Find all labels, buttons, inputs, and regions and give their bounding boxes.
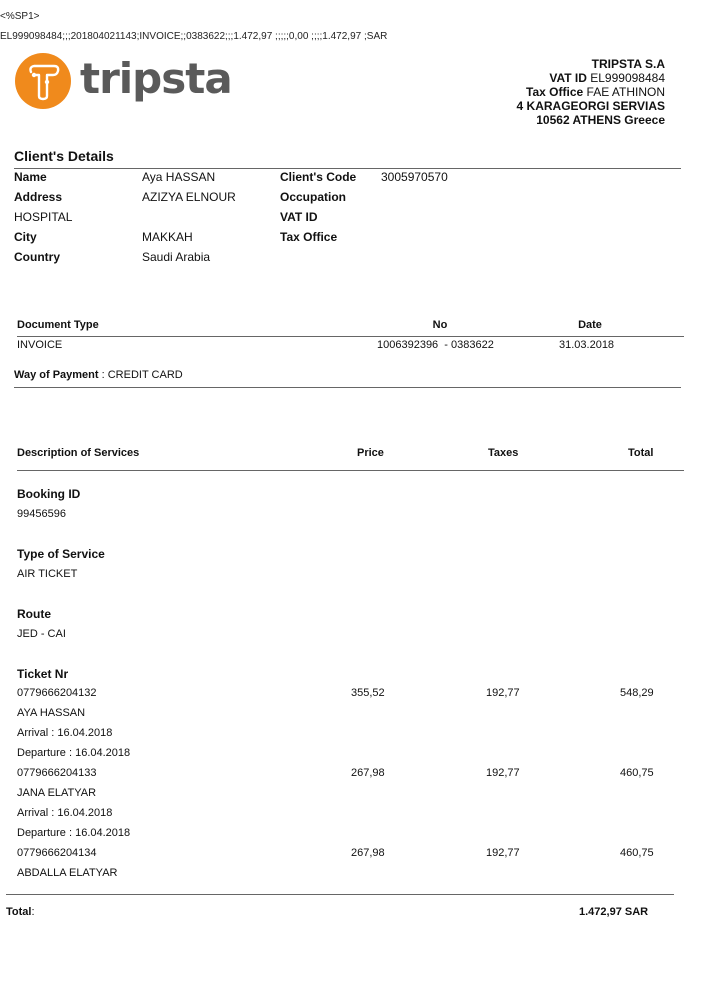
client-code-value: 3005970570 (381, 170, 448, 184)
company-address-2: 10562 ATHENS Greece (536, 113, 665, 127)
services-total-header: Total (628, 447, 654, 459)
document-no-value: 1006392396 - 0383622 (377, 339, 494, 351)
services-price-header: Price (357, 447, 384, 459)
ticket-number: 0779666204132 (17, 687, 97, 699)
ticket-departure: Departure : 16.04.2018 (17, 827, 131, 839)
client-address-label: Address (14, 190, 63, 204)
ticket-nr-label: Ticket Nr (17, 667, 69, 681)
client-name-value: Aya HASSAN (142, 170, 216, 184)
company-vat-value: EL999098484 (590, 71, 665, 85)
service-type-label: Type of Service (17, 547, 105, 561)
grand-total-label: Total: (6, 906, 35, 918)
client-occupation-label: Occupation (280, 190, 347, 204)
client-country-value: Saudi Arabia (142, 250, 211, 264)
ticket-passenger: JANA ELATYAR (17, 787, 97, 799)
ticket-number: 0779666204134 (17, 847, 97, 859)
ticket-taxes: 192,77 (486, 767, 520, 779)
document-type-header: Document Type (17, 319, 99, 331)
grand-total-value: 1.472,97 SAR (579, 906, 649, 918)
client-vat-label: VAT ID (280, 210, 318, 224)
document-type-value: INVOICE (17, 339, 63, 351)
company-tax-office-label: Tax Office (526, 85, 584, 99)
ticket-total: 460,75 (620, 847, 654, 859)
ticket-passenger: ABDALLA ELATYAR (17, 867, 118, 879)
company-tax-office-value: FAE ATHINON (586, 85, 665, 99)
client-country-label: Country (14, 250, 60, 264)
client-city-label: City (14, 230, 37, 244)
payment-divider (14, 387, 681, 388)
client-address-line2: HOSPITAL (14, 210, 73, 224)
ticket-passenger: AYA HASSAN (17, 707, 86, 719)
document-no-header: No (432, 319, 448, 331)
client-details-divider (14, 168, 681, 169)
service-type-value: AIR TICKET (17, 568, 78, 580)
company-info (517, 57, 665, 127)
ticket-price: 267,98 (351, 847, 385, 859)
ticket-price: 267,98 (351, 767, 385, 779)
company-vat (517, 71, 665, 85)
ticket-price: 355,52 (351, 687, 385, 699)
document-header-divider (17, 336, 684, 337)
template-marker: <%SP1> (0, 11, 40, 22)
totals-divider (6, 894, 674, 895)
ticket-arrival: Arrival : 16.04.2018 (17, 727, 113, 739)
booking-id-label: Booking ID (17, 487, 81, 501)
payment-value: : CREDIT CARD (98, 369, 183, 381)
ticket-departure: Departure : 16.04.2018 (17, 747, 131, 759)
company-address-1: 4 KARAGEORGI SERVIAS (516, 99, 665, 113)
route-label: Route (17, 607, 51, 621)
ticket-total: 548,29 (620, 687, 654, 699)
client-tax-office-label: Tax Office (280, 230, 338, 244)
client-details-title: Client's Details (14, 148, 114, 164)
tripsta-t-logo-icon (14, 52, 72, 110)
ticket-taxes: 192,77 (486, 687, 520, 699)
logo-wordmark: tripsta (80, 54, 232, 103)
client-address-value: AZIZYA ELNOUR (142, 190, 236, 204)
payment-label: Way of Payment (14, 369, 99, 381)
document-date-header: Date (578, 319, 602, 331)
company-name: TRIPSTA S.A (591, 57, 665, 71)
ticket-total: 460,75 (620, 767, 654, 779)
services-description-header: Description of Services (17, 447, 140, 459)
document-date-value: 31.03.2018 (559, 339, 615, 351)
company-tax-office (517, 85, 665, 99)
services-taxes-header: Taxes (488, 447, 519, 459)
client-name-label: Name (14, 170, 47, 184)
route-value: JED - CAI (17, 628, 66, 640)
client-city-value: MAKKAH (142, 230, 193, 244)
payment-method (14, 369, 183, 381)
services-header-divider (17, 470, 684, 471)
ticket-number: 0779666204133 (17, 767, 97, 779)
ticket-taxes: 192,77 (486, 847, 520, 859)
ticket-arrival: Arrival : 16.04.2018 (17, 807, 113, 819)
company-vat-label: VAT ID (549, 71, 587, 85)
client-code-label: Client's Code (280, 170, 357, 184)
invoice-code-line: EL999098484;;;201804021143;INVOICE;;0383622;;;1.472,97 ;;;;;0,00 ;;;;1.472,97 ;SAR (0, 31, 388, 42)
booking-id-value: 99456596 (17, 508, 66, 520)
